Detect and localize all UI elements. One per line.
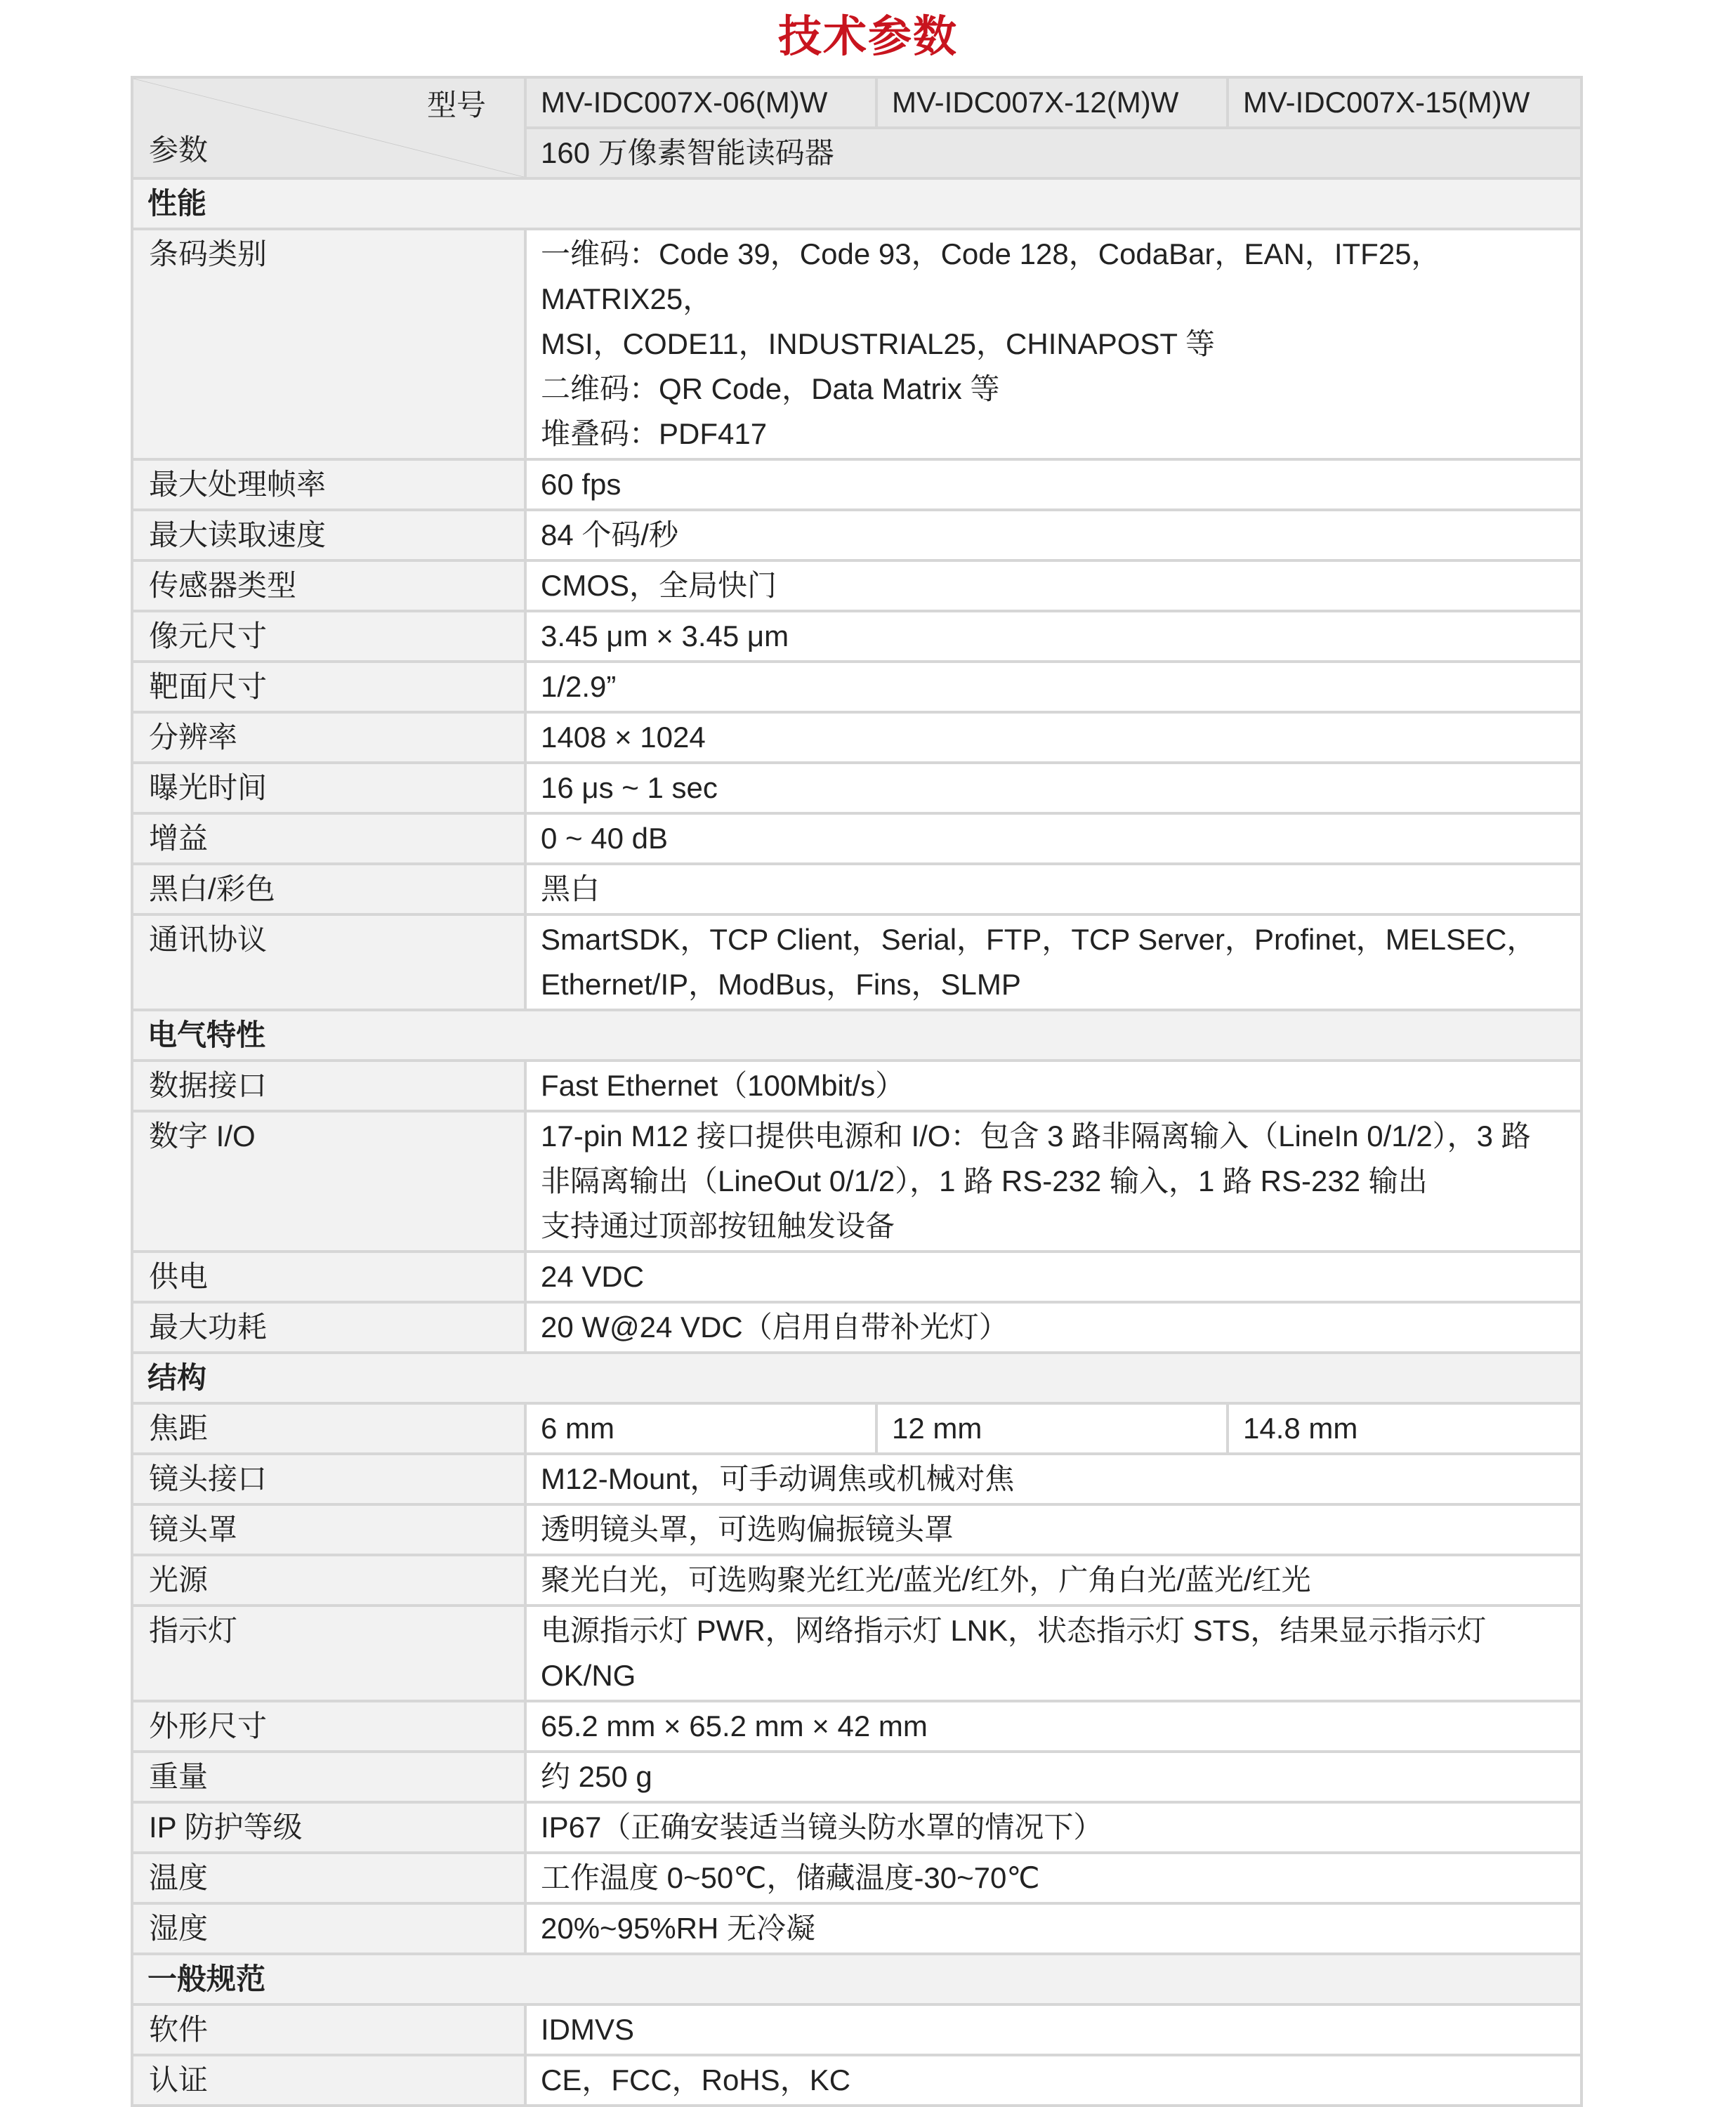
section-header-electrical: [132, 1010, 1582, 1061]
focal-length-value: 12 mm: [876, 1403, 1228, 1454]
spec-label: 镜头接口: [132, 1454, 525, 1504]
spec-row: [132, 459, 1582, 510]
spec-value-line: SmartSDK，TCP Client，Serial，FTP，TCP Server，Profinet，MELSEC，: [541, 923, 1537, 956]
model-name-06: MV-IDC007X-06(M)W: [525, 77, 876, 128]
spec-label: 数字 I/O: [132, 1111, 525, 1252]
spec-row: [132, 914, 1582, 1010]
spec-value: [525, 229, 1582, 459]
spec-row: [132, 864, 1582, 914]
spec-label: 靶面尺寸: [132, 662, 525, 712]
spec-value: 24 VDC: [525, 1252, 1582, 1302]
section-header-structure: [132, 1353, 1582, 1403]
spec-value: 20%~95%RH 无冷凝: [525, 1903, 1582, 1954]
spec-value: Fast Ethernet（100Mbit/s）: [525, 1061, 1582, 1111]
spec-label: 像元尺寸: [132, 611, 525, 662]
spec-label: 分辨率: [132, 712, 525, 763]
spec-value: 透明镜头罩，可选购偏振镜头罩: [525, 1504, 1582, 1555]
spec-row: [132, 611, 1582, 662]
section-title: 结构: [132, 1353, 1582, 1403]
spec-value: [525, 1111, 1582, 1252]
spec-label: 供电: [132, 1252, 525, 1302]
spec-row: [132, 2004, 1582, 2055]
spec-label: 外形尺寸: [132, 1701, 525, 1752]
spec-row: [132, 1252, 1582, 1302]
spec-value: 工作温度 0~50℃，储藏温度-30~70℃: [525, 1853, 1582, 1903]
spec-value: CMOS，全局快门: [525, 560, 1582, 611]
spec-label: 黑白/彩色: [132, 864, 525, 914]
product-description: 160 万像素智能读码器: [525, 128, 1582, 178]
spec-value-line: Ethernet/IP，ModBus，Fins，SLMP: [541, 968, 1021, 1001]
spec-row: [132, 2055, 1582, 2106]
model-header-label: 型号: [426, 88, 486, 122]
spec-value-line: 堆叠码：PDF417: [541, 417, 768, 450]
spec-value-line: 非隔离输出（LineOut 0/1/2），1 路 RS-232 输入，1 路 RS-232 输出: [541, 1164, 1428, 1197]
spec-value-line: 二维码：QR Code，Data Matrix 等: [541, 372, 1000, 405]
section-title: 电气特性: [132, 1010, 1582, 1061]
spec-row: [132, 1555, 1582, 1606]
spec-value-line: MSI，CODE11，INDUSTRIAL25，CHINAPOST 等: [541, 327, 1215, 360]
spec-value: IDMVS: [525, 2004, 1582, 2055]
spec-row: [132, 1061, 1582, 1111]
spec-value: 3.45 μm × 3.45 μm: [525, 611, 1582, 662]
spec-table: [131, 76, 1583, 2107]
spec-row: [132, 813, 1582, 864]
spec-row: [132, 1802, 1582, 1853]
spec-value-line: 支持通过顶部按钮触发设备: [541, 1209, 895, 1242]
spec-value: 20 W@24 VDC（启用自带补光灯）: [525, 1302, 1582, 1353]
spec-value: [525, 914, 1582, 1010]
spec-value: 60 fps: [525, 459, 1582, 510]
spec-value: 16 μs ~ 1 sec: [525, 763, 1582, 813]
spec-label: 增益: [132, 813, 525, 864]
focal-length-value: 6 mm: [525, 1403, 876, 1454]
spec-label: 镜头罩: [132, 1504, 525, 1555]
section-title: 一般规范: [132, 1954, 1582, 2004]
param-header-label: 参数: [149, 133, 209, 166]
spec-label: 光源: [132, 1555, 525, 1606]
spec-label: 最大读取速度: [132, 510, 525, 560]
spec-label: 曝光时间: [132, 763, 525, 813]
spec-value: 1/2.9”: [525, 662, 1582, 712]
spec-row: [132, 1903, 1582, 1954]
spec-value: 65.2 mm × 65.2 mm × 42 mm: [525, 1701, 1582, 1752]
spec-label: 条码类别: [132, 229, 525, 459]
section-header-performance: [132, 178, 1582, 229]
spec-value: M12-Mount，可手动调焦或机械对焦: [525, 1454, 1582, 1504]
spec-row: [132, 662, 1582, 712]
spec-row: [132, 763, 1582, 813]
spec-label: 认证: [132, 2055, 525, 2106]
spec-value: 聚光白光，可选购聚光红光/蓝光/红外，广角白光/蓝光/红光: [525, 1555, 1582, 1606]
spec-label: 最大处理帧率: [132, 459, 525, 510]
spec-label: 湿度: [132, 1903, 525, 1954]
spec-value: 约 250 g: [525, 1752, 1582, 1802]
model-name-12: MV-IDC007X-12(M)W: [876, 77, 1228, 128]
spec-row: [132, 560, 1582, 611]
spec-label: 数据接口: [132, 1061, 525, 1111]
spec-value: 84 个码/秒: [525, 510, 1582, 560]
page-title: 技术参数: [777, 13, 958, 61]
spec-row: [132, 1454, 1582, 1504]
focal-length-value: 14.8 mm: [1228, 1403, 1582, 1454]
spec-row: [132, 229, 1582, 459]
spec-row: [132, 510, 1582, 560]
spec-row: [132, 1504, 1582, 1555]
section-header-general: [132, 1954, 1582, 2004]
model-name-15: MV-IDC007X-15(M)W: [1228, 77, 1582, 128]
spec-value-line: 一维码：Code 39，Code 93，Code 128，CodaBar，EAN，ITF25，MATRIX25，: [541, 237, 1441, 315]
spec-value: 黑白: [525, 864, 1582, 914]
spec-label: 传感器类型: [132, 560, 525, 611]
spec-value: CE，FCC，RoHS，KC: [525, 2055, 1582, 2106]
header-row-models: [132, 77, 1582, 128]
spec-value-line: 17-pin M12 接口提供电源和 I/O：包含 3 路非隔离输入（LineIn 0/1/2），3 路: [541, 1120, 1531, 1153]
spec-label: 通讯协议: [132, 914, 525, 1010]
spec-row: [132, 1111, 1582, 1252]
spec-label: 重量: [132, 1752, 525, 1802]
spec-value: 0 ~ 40 dB: [525, 813, 1582, 864]
spec-row-focal-length: [132, 1403, 1582, 1454]
spec-row: [132, 712, 1582, 763]
spec-label: 最大功耗: [132, 1302, 525, 1353]
spec-row: [132, 1853, 1582, 1903]
spec-label: 温度: [132, 1853, 525, 1903]
spec-label: 软件: [132, 2004, 525, 2055]
spec-row: [132, 1302, 1582, 1353]
section-title: 性能: [132, 178, 1582, 229]
spec-value: 电源指示灯 PWR，网络指示灯 LNK，状态指示灯 STS，结果显示指示灯 OK/NG: [525, 1606, 1582, 1701]
spec-label: 焦距: [132, 1403, 525, 1454]
spec-row: [132, 1752, 1582, 1802]
spec-label: 指示灯: [132, 1606, 525, 1701]
spec-row: [132, 1606, 1582, 1701]
spec-row: [132, 1701, 1582, 1752]
header-corner-cell: [132, 77, 525, 178]
spec-value: IP67（正确安装适当镜头防水罩的情况下）: [525, 1802, 1582, 1853]
spec-label: IP 防护等级: [132, 1802, 525, 1853]
spec-value: 1408 × 1024: [525, 712, 1582, 763]
